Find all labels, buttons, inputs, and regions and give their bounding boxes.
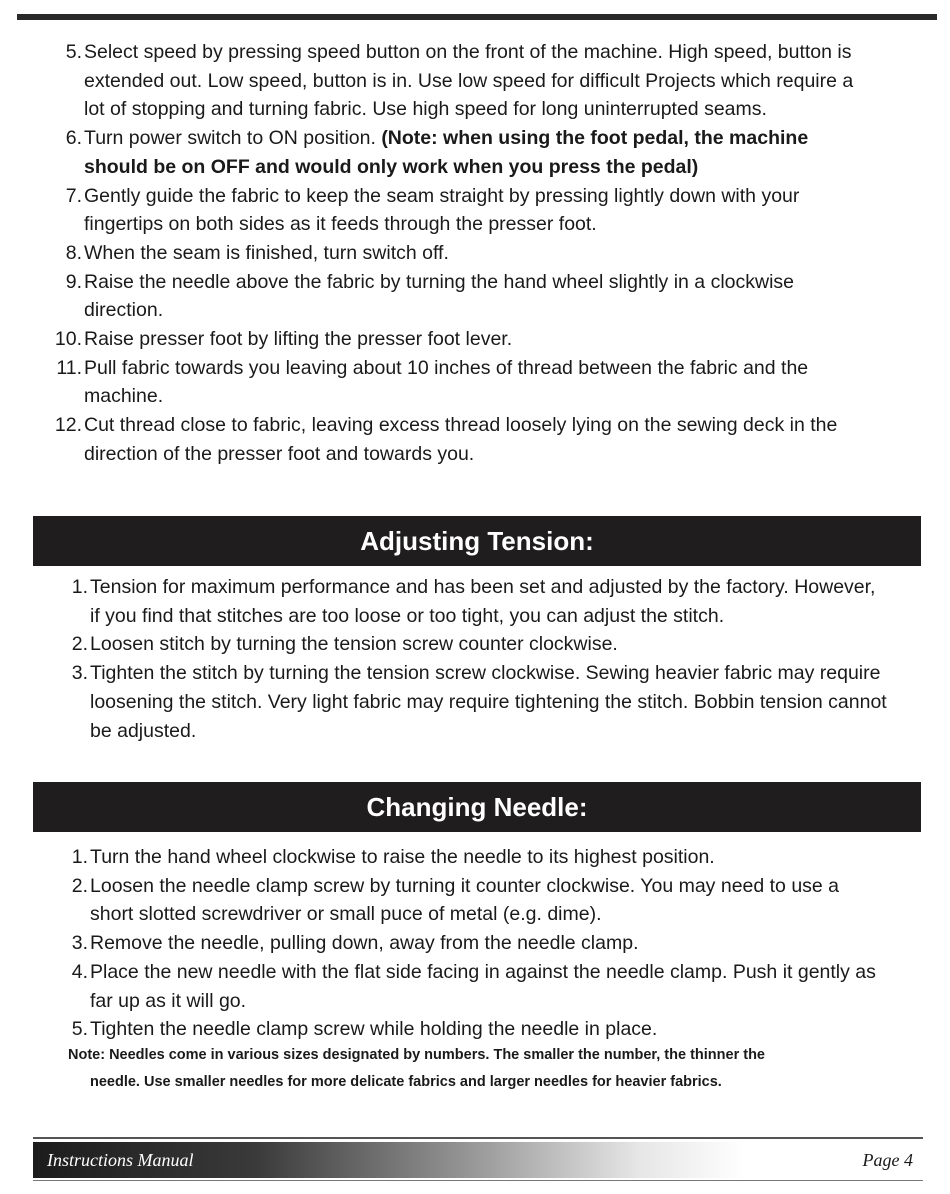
list-item xyxy=(0,630,890,659)
list-item xyxy=(0,38,874,124)
list-item xyxy=(0,872,880,929)
step-text: Cut thread close to fabric, leaving excess thread loosely lying on the sewing deck in the direction of the presser foot and towards you. xyxy=(84,414,838,465)
step-number: 1. xyxy=(71,846,88,868)
step-number: 3. xyxy=(71,662,88,685)
step-text: Loosen the needle clamp screw by turning it counter clockwise. You may need to use a short slotted screwdriver or small puce of metal (e.g. dime). xyxy=(90,874,840,926)
step-text: Turn power switch to ON position. xyxy=(84,127,382,150)
step-number: 5. xyxy=(71,1018,88,1041)
section-heading-changing-needle: Changing Needle: xyxy=(33,782,921,832)
step-number: 3. xyxy=(71,932,88,955)
step-number: 2. xyxy=(71,874,88,897)
step-number: 11. xyxy=(56,356,82,379)
step-number: 12. xyxy=(54,414,82,437)
step-number: 1. xyxy=(71,576,88,598)
step-text: Select speed by pressing speed button on the front of the machine. High speed, button is extended out. Low speed, button is in. Use low speed for difficult Projects which require a lot of stopping and turning fabric. Use high speed for long uninterrupted seams. xyxy=(84,41,854,121)
note-line-2: needle. Use smaller needles for more delicate fabrics and larger needles for heavier fabrics. xyxy=(90,1073,722,1090)
step-text: Tighten the stitch by turning the tension screw clockwise. Sewing heavier fabric may require loosening the stitch. Very light fabric may require tightening the stitch. Bobbin tension cannot be adjusted. xyxy=(90,662,887,742)
step-text: Raise presser foot by lifting the presser foot lever. xyxy=(84,328,513,351)
footer-band xyxy=(33,1142,923,1178)
list-item xyxy=(0,182,874,239)
step-text: Raise the needle above the fabric by turning the hand wheel slightly in a clockwise direction. xyxy=(84,270,795,322)
section-heading-adjusting-tension: Adjusting Tension: xyxy=(33,516,921,566)
step-text: When the seam is finished, turn switch off. xyxy=(84,241,449,264)
list-item xyxy=(0,354,874,411)
note-line-1: Note: Needles come in various sizes designated by numbers. The smaller the number, the thinner the xyxy=(68,1047,765,1063)
list-item xyxy=(0,958,880,1015)
step-number: 2. xyxy=(71,633,88,656)
step-text: Place the new needle with the flat side facing in against the needle clamp. Push it gently as far up as it will go. xyxy=(90,960,876,1012)
tension-steps-list xyxy=(0,573,890,745)
list-item xyxy=(0,843,880,872)
list-item xyxy=(0,411,874,468)
step-number: 10. xyxy=(54,328,82,351)
operation-steps-list xyxy=(0,38,874,469)
step-number: 9. xyxy=(65,270,82,293)
step-text: Tension for maximum performance and has been set and adjusted by the factory. However, if you find that stitches are too loose or too tight, you can adjust the stitch. xyxy=(90,576,876,627)
list-item xyxy=(0,239,874,268)
needle-steps-list xyxy=(0,843,880,1044)
step-number: 6. xyxy=(65,127,82,150)
step-text: Remove the needle, pulling down, away from the needle clamp. xyxy=(90,932,639,955)
list-item xyxy=(0,659,890,745)
footer-bottom-rule xyxy=(33,1180,923,1181)
step-number: 5. xyxy=(65,41,82,63)
step-text: Turn the hand wheel clockwise to raise the needle to its highest position. xyxy=(90,846,715,868)
list-item xyxy=(0,573,890,630)
step-number: 7. xyxy=(65,184,82,207)
step-text: Loosen stitch by turning the tension screw counter clockwise. xyxy=(90,633,618,656)
list-item xyxy=(0,1015,880,1044)
step-text: Gently guide the fabric to keep the seam straight by pressing lightly down with your fingertips on both sides as it feeds through the presser foot. xyxy=(84,184,800,236)
list-item xyxy=(0,325,874,354)
needle-size-note xyxy=(68,1042,888,1095)
footer-rule xyxy=(33,1137,923,1139)
list-item xyxy=(0,124,874,181)
list-item xyxy=(0,268,874,325)
list-item xyxy=(0,929,880,958)
top-rule xyxy=(17,14,937,20)
step-text: Pull fabric towards you leaving about 10 inches of thread between the fabric and the machine. xyxy=(84,356,809,408)
footer-page-number: Page 4 xyxy=(862,1150,913,1170)
step-number: 8. xyxy=(65,241,82,264)
step-text: Tighten the needle clamp screw while holding the needle in place. xyxy=(90,1018,658,1041)
step-number: 4. xyxy=(71,960,88,983)
step-note-bold: (Note: when using the foot pedal, the machine should be on OFF and would only work when you press the pedal) xyxy=(84,127,809,178)
footer-manual-title: Instructions Manual xyxy=(47,1150,194,1170)
